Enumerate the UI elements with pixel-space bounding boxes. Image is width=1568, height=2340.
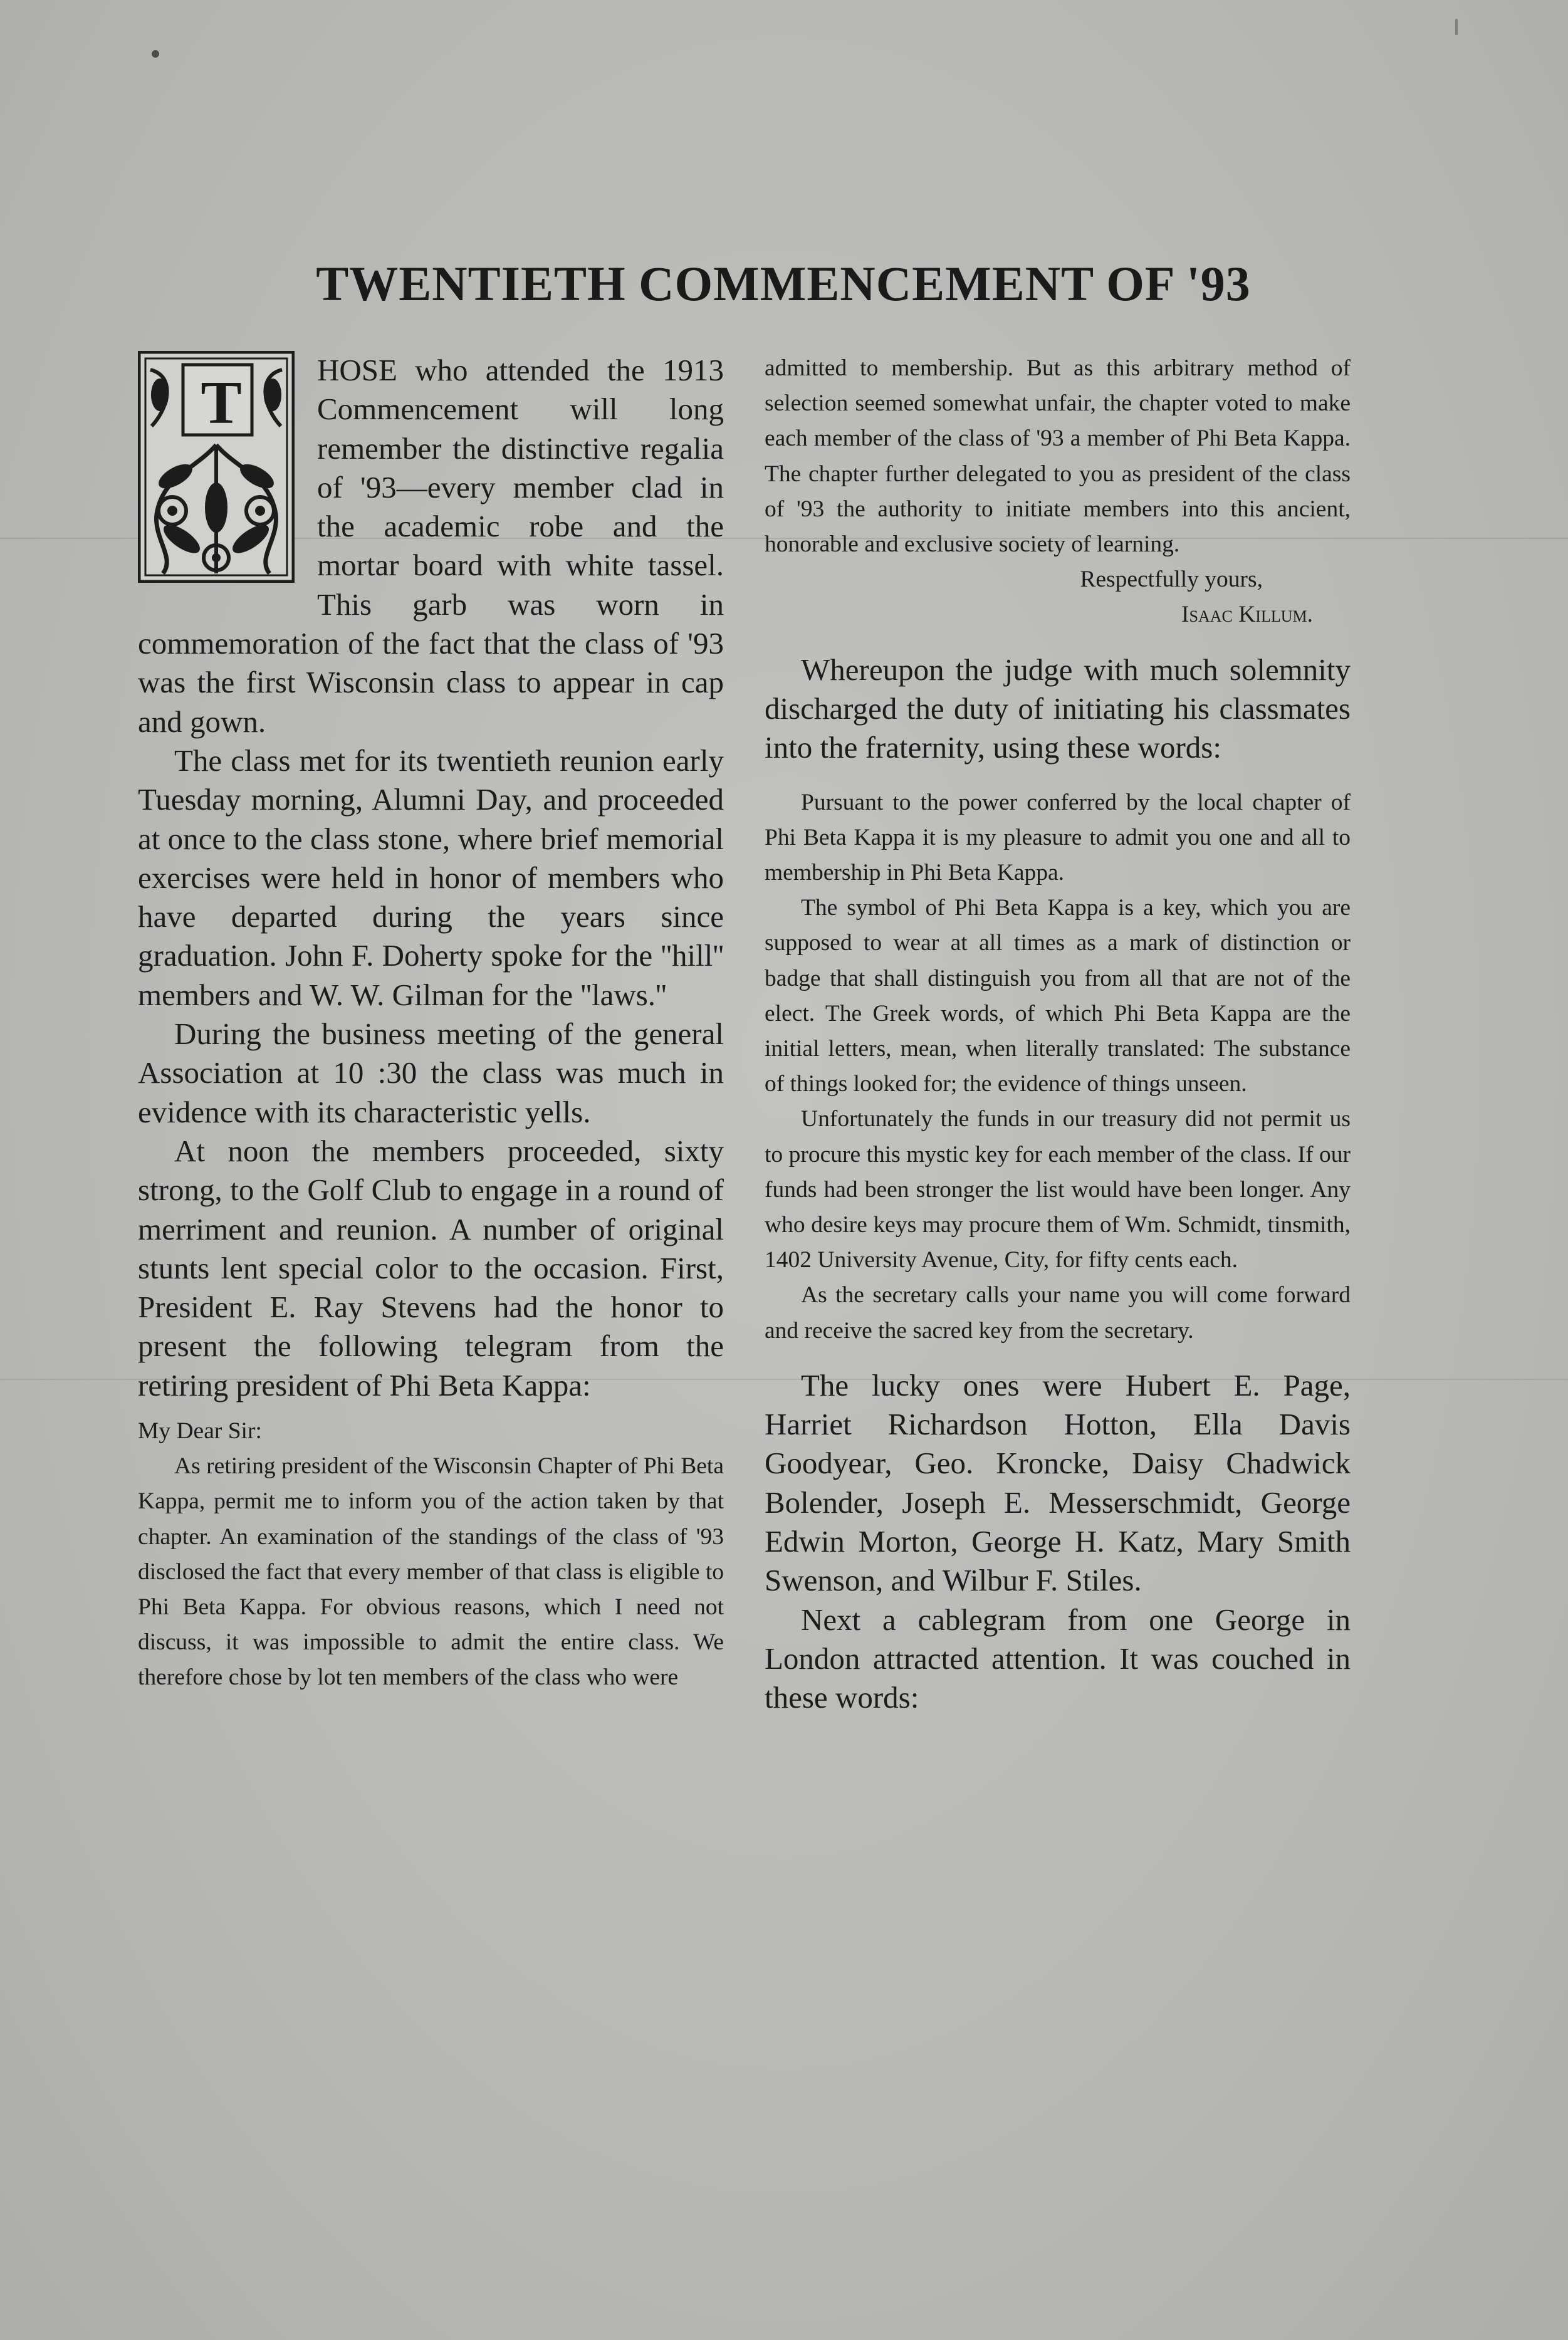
paragraph-business-meeting: During the business meeting of the general Association at 10 :30 the class was much in evidence with its characteristic yells.: [138, 1016, 724, 1129]
letter-paragraph: As retiring president of the Wisconsin Chapter of Phi Beta Kappa, permit me to inform you of the action taken by that chapter. An examination of the standings of the class of '93 disclosed the fact that every member of that class is eligible to Phi Beta Kappa. For obvious reasons, which I need not discuss, it was impossible to admit the entire class. We therefore chose by lot ten members of the class who were: [138, 1453, 724, 1691]
paragraph-cablegram: Next a cablegram from one George in London attracted attention. It was couched in these words:: [765, 1602, 1351, 1715]
quote-paragraph: The symbol of Phi Beta Kappa is a key, which you are supposed to wear at all times as a mark of distinction or badge that shall distinguish you from all that are not of the elect. The Greek words, of which Phi Beta Kappa are the initial letters, mean, when literally translated: The substance of things looked for; the evidence of things unseen.: [765, 895, 1351, 1097]
letter-salutation: My Dear Sir:: [138, 1418, 262, 1444]
letter-continuation: admitted to membership. But as this arbitrary method of selection seemed somewhat unfair, the chapter voted to make each member of the class of '93 a member of Phi Beta Kappa. The chapter further delegated to you as president of the class of '93 the authority to initiate members into this ancient, honorable and exclusive society of learning.: [765, 355, 1351, 558]
paragraph-lucky-ones: The lucky ones were Hubert E. Page, Harriet Richardson Hotton, Ella Davis Goodyear, Geo. Kroncke, Daisy Chadwick Bolender, Joseph E. Messerschmidt, George Edwin Morton, George H. Katz, Mary Smith Swenson, and Wilbur F. Stiles.: [765, 1367, 1351, 1598]
paper-speck: [152, 50, 159, 58]
letter-signature: Isaac Killum.: [1181, 602, 1313, 628]
paragraph-golf-club: At noon the members proceeded, sixty strong, to the Golf Club to engage in a round of merriment and reunion. A number of original stunts lent special color to the occasion. First, President E. Ray Stevens had the honor to present the following telegram from the retiring president of Phi Beta Kappa:: [138, 1133, 724, 1402]
right-column: [765, 351, 1351, 1717]
letter-closing: Respectfully yours,: [1080, 567, 1263, 593]
paper-speck: [1455, 19, 1458, 35]
quote-paragraph: Pursuant to the power conferred by the local chapter of Phi Beta Kappa it is my pleasure to admit you one and all to membership in Phi Beta Kappa.: [765, 789, 1351, 885]
left-column: [138, 351, 724, 1696]
ornamental-dropcap: [138, 351, 306, 588]
paragraph-reunion: The class met for its twentieth reunion early Tuesday morning, Alumni Day, and proceeded at once to the class stone, where brief memorial exercises were held in honor of members who have departed during the years since graduation. John F. Doherty spoke for the ''hill'' members and W. W. Gilman for the ''laws.'': [138, 743, 724, 1012]
paragraph-whereupon: Whereupon the judge with much solemnity discharged the duty of initiating his classmates into the fraternity, using these words:: [765, 652, 1351, 765]
quote-paragraph: Unfortunately the funds in our treasury did not permit us to procure this mystic key for each member of the class. If our funds had been stronger the list would have been longer. Any who desire keys may procure them of Wm. Schmidt, tinsmith, 1402 University Avenue, City, for fifty cents each.: [765, 1106, 1351, 1273]
dropcap-letter: T: [201, 369, 242, 437]
paragraph-intro: HOSE who attended the 1913 Commencement will long remember the distinctive regalia of '93—every member clad in the academic robe and the mortar board with white tassel. This garb was worn in commemoration of the fact that the class of '93 was the first Wisconsin class to appear in cap and gown.: [138, 353, 724, 739]
letter-closing-line: [765, 562, 1351, 597]
page-title: TWENTIETH COMMENCEMENT OF '93: [316, 256, 1251, 311]
quote-paragraph: As the secretary calls your name you will come forward and receive the sacred key from the secretary.: [765, 1282, 1351, 1344]
